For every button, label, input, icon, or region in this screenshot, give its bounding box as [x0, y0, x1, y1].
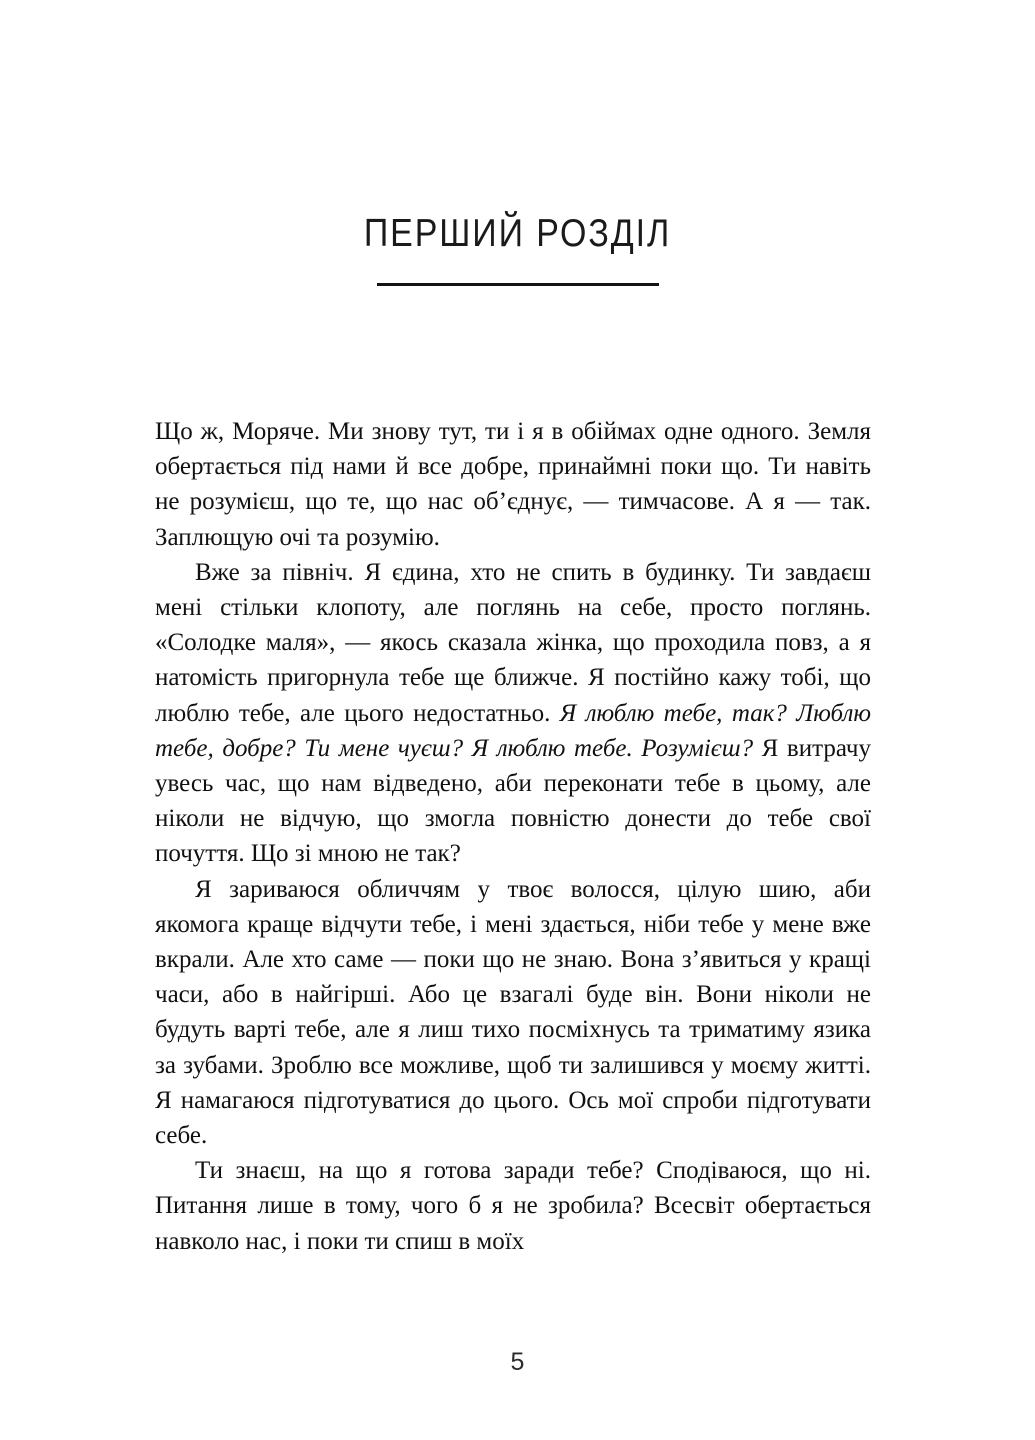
- chapter-title: ПЕРШИЙ РОЗДІЛ: [363, 212, 672, 255]
- paragraph-3: Я зариваюся обличчям у твоє волосся, цілую шию, аби якомога краще відчути тебе, і мені здається, ніби тебе у мене вже вкрали. Але хто саме — поки що не знаю. Вона з’явиться у кращі часи, або в найгірші. Або це взагалі буде він. Вони ніколи не будуть варті тебе, але я лиш тихо посміхнусь та триматиму язика за зубами. Зроблю все можливе, щоб ти залишився у моєму житті. Я намагаюся підготуватися до цього. Ось мої спроби підготувати себе.: [155, 875, 871, 1150]
- chapter-divider-rule: [377, 283, 659, 286]
- paragraph-1: Що ж, Моряче. Ми знову тут, ти і я в обіймах одне одного. Земля обертається під нами й все добре, принаймні поки що. Ти навіть не розумієш, що те, що нас об’єднує, — тимчасове. А я — так. Заплющую очі та розумію.: [155, 418, 871, 551]
- paragraph-2-trailing-text: Я витрачу увесь час, що нам відведено, аби переконати тебе в цьому, але ніколи не відчую, що змогла повністю донести до тебе свої почуття. Що зі мною не так?: [155, 734, 871, 868]
- body-text-column: [155, 414, 871, 1259]
- page-number: 5: [510, 1348, 525, 1376]
- chapter-header: [0, 214, 1035, 286]
- paragraph-2-italic-passage: Я люблю тебе, так? Люблю тебе, добре? Ти мене чуєш? Я люблю тебе. Розумієш?: [155, 699, 872, 762]
- paragraph-2-lead-text: Вже за північ. Я єдина, хто не спить в будинку. Ти завдаєш мені стільки клопоту, але поглянь на себе, просто поглянь. «Солодке маля», — якось сказала жінка, що проходила повз, а я натомість пригорнула тебе ще ближче. Я постійно кажу тобі, що люблю тебе, але цього недостатньо.: [155, 558, 871, 727]
- paragraph-2: [155, 555, 871, 872]
- paragraph-4: Ти знаєш, на що я готова заради тебе? Сподіваюся, що ні. Питання лише в тому, чого б я не зробила? Всесвіт обертається навколо нас, і поки ти спиш в моїх: [155, 1157, 871, 1255]
